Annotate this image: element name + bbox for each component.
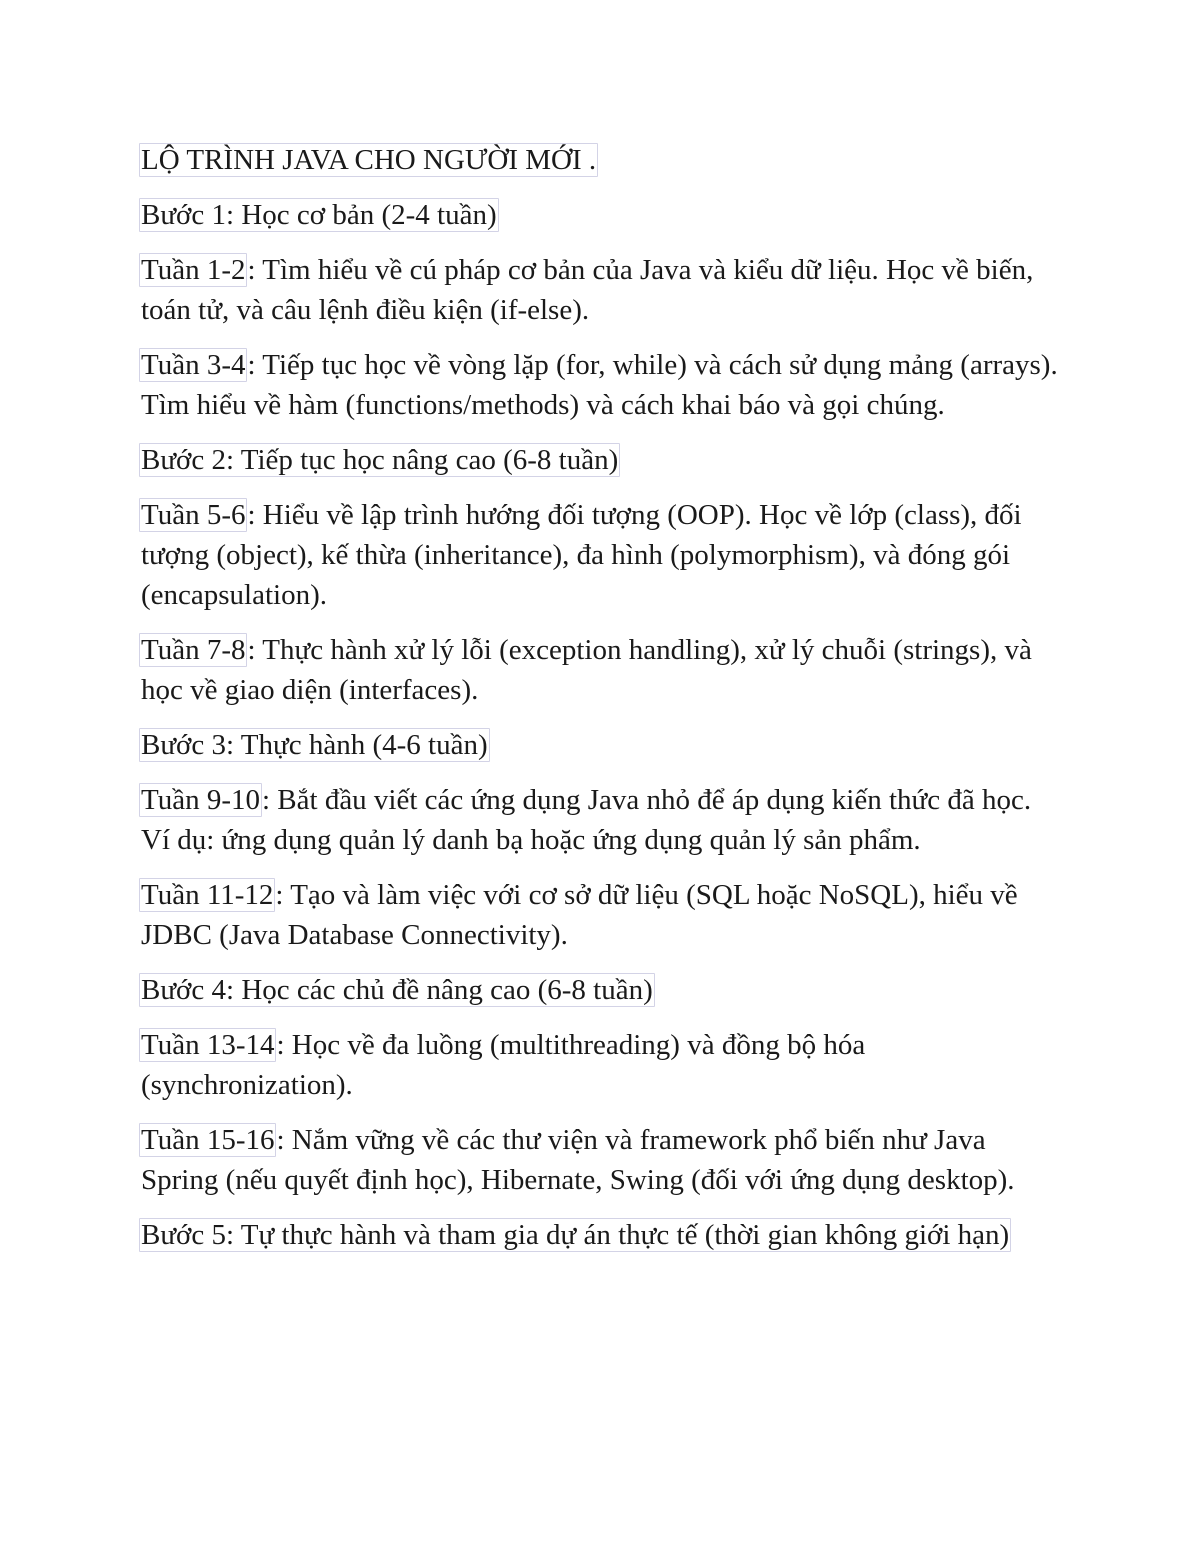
step-1-item-2 [141, 345, 1066, 425]
step-5-heading [141, 1215, 1066, 1255]
step-3-item-2 [141, 875, 1066, 955]
week-label: Tuần 13-14 [141, 1029, 275, 1061]
step-heading-text: Bước 1: Học cơ bản (2-4 tuần) [141, 199, 497, 231]
step-2-item-2 [141, 630, 1066, 710]
week-label: Tuần 15-16 [141, 1124, 275, 1156]
title-text: LỘ TRÌNH JAVA CHO NGƯỜI MỚI . [141, 144, 597, 176]
week-description: : Bắt đầu viết các ứng dụng Java nhỏ để áp dụng kiến thức đã học. Ví dụ: ứng dụng quản lý danh bạ hoặc ứng dụng quản lý sản phẩm. [141, 784, 1032, 856]
week-description: : Tạo và làm việc với cơ sở dữ liệu (SQL hoặc NoSQL), hiểu về JDBC (Java Database Connectivity). [141, 879, 1018, 951]
week-description: : Hiểu về lập trình hướng đối tượng (OOP). Học về lớp (class), đối tượng (object), kế thừa (inheritance), đa hình (polymorphism), và đóng gói (encapsulation). [141, 499, 1022, 611]
week-label: Tuần 5-6 [141, 499, 246, 531]
step-2-item-1 [141, 495, 1066, 615]
week-description: : Tiếp tục học về vòng lặp (for, while) và cách sử dụng mảng (arrays). Tìm hiểu về hàm (functions/methods) và cách khai báo và gọi chúng. [141, 349, 1058, 421]
week-label: Tuần 1-2 [141, 254, 246, 286]
step-4-item-2 [141, 1120, 1066, 1200]
document-body [141, 140, 1066, 1270]
step-4-item-1 [141, 1025, 1066, 1105]
week-label: Tuần 11-12 [141, 879, 274, 911]
step-2-heading [141, 440, 1066, 480]
week-label: Tuần 3-4 [141, 349, 246, 381]
step-heading-text: Bước 2: Tiếp tục học nâng cao (6-8 tuần) [141, 444, 619, 476]
step-1-heading [141, 195, 1066, 235]
week-description: : Nắm vững về các thư viện và framework phổ biến như Java Spring (nếu quyết định học), Hibernate, Swing (đối với ứng dụng desktop). [141, 1124, 1015, 1196]
step-heading-text: Bước 4: Học các chủ đề nâng cao (6-8 tuần) [141, 974, 653, 1006]
step-heading-text: Bước 3: Thực hành (4-6 tuần) [141, 729, 488, 761]
week-description: : Học về đa luồng (multithreading) và đồng bộ hóa (synchronization). [141, 1029, 866, 1101]
step-3-item-1 [141, 780, 1066, 860]
step-heading-text: Bước 5: Tự thực hành và tham gia dự án thực tế (thời gian không giới hạn) [141, 1219, 1010, 1251]
step-1-item-1 [141, 250, 1066, 330]
step-3-heading [141, 725, 1066, 765]
step-4-heading [141, 970, 1066, 1010]
week-description: : Thực hành xử lý lỗi (exception handling), xử lý chuỗi (strings), và học về giao diện (interfaces). [141, 634, 1032, 706]
document-title [141, 140, 1066, 180]
week-label: Tuần 9-10 [141, 784, 260, 816]
week-description: : Tìm hiểu về cú pháp cơ bản của Java và kiểu dữ liệu. Học về biến, toán tử, và câu lệnh điều kiện (if-else). [141, 254, 1034, 326]
week-label: Tuần 7-8 [141, 634, 246, 666]
